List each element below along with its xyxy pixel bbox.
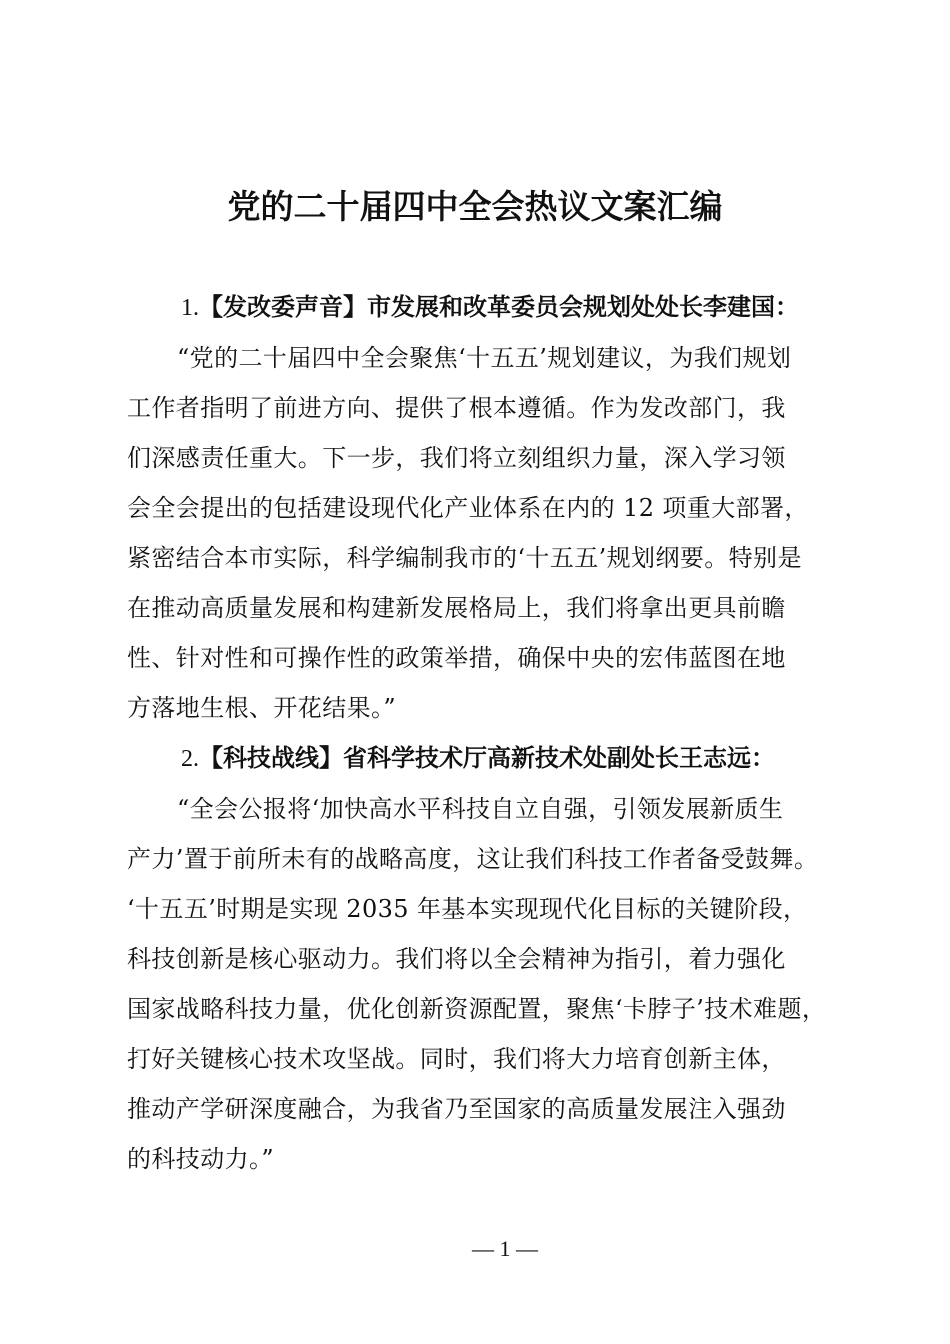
quote-line: 产力’置于前所未有的战略高度，这让我们科技工作者备受鼓舞。 (127, 845, 819, 873)
quote-line: “全会公报将‘加快高水平科技自立自强，引领发展新质生 (177, 795, 784, 823)
quote-line: 工作者指明了前进方向、提供了根本遵循。作为发改部门，我 (127, 394, 786, 422)
section-heading (127, 733, 857, 784)
page-number: — 1 — (472, 1236, 538, 1261)
quote-line: 推动产学研深度融合，为我省乃至国家的高质量发展注入强劲 (127, 1095, 786, 1123)
quote-line: 在推动高质量发展和构建新发展格局上，我们将拿出更具前瞻 (127, 594, 786, 622)
section-number: 1. (181, 295, 199, 321)
section-1 (127, 282, 857, 733)
quote-line: 紧密结合本市实际，科学编制我市的‘十五五’规划纲要。特别是 (127, 544, 802, 572)
quote-line: ‘十五五’时期是实现 2035 年基本实现现代化目标的关键阶段， (127, 895, 808, 923)
section-quote (127, 784, 857, 1184)
section-heading-text: 【科技战线】省科学技术厅高新技术处副处长王志远： (199, 743, 775, 772)
document-body (127, 282, 857, 1184)
section-heading (127, 282, 857, 333)
quote-line: 方落地生根、开花结果。” (127, 694, 397, 722)
quote-line: 打好关键核心技术攻坚战。同时，我们将大力培育创新主体， (127, 1045, 786, 1073)
quote-line: 科技创新是核心驱动力。我们将以全会精神为指引，着力强化 (127, 945, 786, 973)
quote-line: 们深感责任重大。下一步，我们将立刻组织力量，深入学习领 (127, 444, 786, 472)
document-title: 党的二十届四中全会热议文案汇编 (227, 187, 723, 226)
quote-line: “党的二十届四中全会聚焦‘十五五’规划建议，为我们规划 (177, 344, 792, 372)
quote-line: 性、针对性和可操作性的政策举措，确保中央的宏伟蓝图在地 (127, 644, 786, 672)
quote-line: 会全会提出的包括建设现代化产业体系在内的 12 项重大部署， (127, 494, 809, 522)
section-heading-text: 【发改委声音】市发展和改革委员会规划处处长李建国： (199, 292, 799, 321)
quote-line: 国家战略科技力量，优化创新资源配置，聚焦‘卡脖子’技术难题， (127, 995, 827, 1023)
section-2 (127, 733, 857, 1184)
quote-line: 的科技动力。” (127, 1145, 275, 1173)
section-quote (127, 333, 857, 733)
section-number: 2. (181, 746, 199, 772)
